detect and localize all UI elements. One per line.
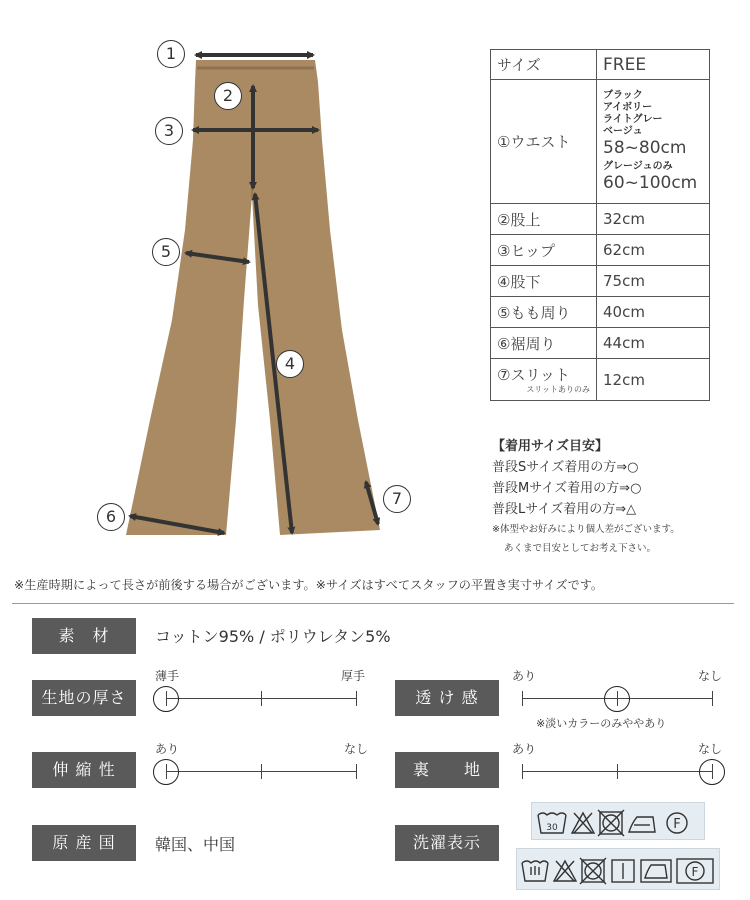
hip-value: 62cm (597, 235, 710, 266)
inseam-value: 75cm (597, 266, 710, 297)
inseam-label: ④股下 (491, 266, 597, 297)
marker-3: 3 (155, 117, 183, 145)
slit-note: スリットありのみ (526, 385, 590, 394)
origin-value: 韓国、中国 (155, 835, 236, 854)
thigh-label: ⑤もも周り (491, 297, 597, 328)
sheer-scale (522, 684, 712, 714)
hem-value: 44cm (597, 328, 710, 359)
waist-value-b: 60~100cm (603, 173, 698, 193)
stretch-scale (166, 757, 356, 787)
rise-label: ②股上 (491, 204, 597, 235)
fit-line-m: 普段Mサイズ着用の方⇒○ (492, 481, 642, 496)
lining-marker (699, 759, 725, 785)
sheer-label: 透 け 感 (395, 680, 499, 716)
thickness-label: 生地の厚さ (32, 680, 136, 716)
production-note: ※生産時期によって長さが前後する場合がございます。※サイズはすべてスタッフの平置き実寸サイズです。 (14, 578, 604, 592)
iron-low-icon (629, 817, 655, 832)
fit-guide-heading: 【着用サイズ目安】 (492, 439, 608, 454)
sheer-right: なし (698, 669, 723, 683)
sheer-note: ※淡いカラーのみややあり (536, 717, 667, 730)
marker-7: 7 (383, 485, 411, 513)
no-tumble-dry-icon (580, 858, 606, 884)
dry-clean-letter-2: F (691, 865, 699, 879)
care-symbols-row-1 (531, 802, 705, 840)
slit-label-cell (491, 359, 597, 401)
thickness-scale (166, 684, 356, 714)
waist-value-a: 58~80cm (603, 138, 687, 158)
thickness-right: 厚手 (341, 669, 366, 683)
lining-label: 裏 地 (395, 752, 499, 788)
size-value: FREE (597, 50, 710, 80)
fit-note-2: あくまで目安としてお考え下さい。 (504, 543, 657, 554)
origin-label: 原 産 国 (32, 825, 136, 861)
waist-label: ①ウエスト (491, 80, 597, 204)
waist-value-cell (597, 80, 710, 204)
waist-color: ブラック (603, 90, 643, 101)
marker-2: 2 (214, 82, 242, 110)
care-label: 洗濯表示 (395, 825, 499, 861)
hem-label: ⑥裾周り (491, 328, 597, 359)
lining-right: なし (698, 742, 723, 756)
slit-label: ⑦スリット (497, 366, 570, 384)
care-symbols-row-2 (516, 848, 720, 890)
marker-6: 6 (97, 503, 125, 531)
no-bleach-icon (554, 861, 576, 881)
marker-4: 4 (276, 350, 304, 378)
waist-color: アイボリー (603, 102, 653, 113)
fit-line-s: 普段Sサイズ着用の方⇒○ (492, 460, 639, 475)
pants-diagram (0, 0, 480, 560)
stretch-right: なし (344, 742, 369, 756)
lining-left: あり (512, 742, 537, 756)
size-label: サイズ (491, 50, 597, 80)
dry-clean-letter: F (673, 817, 681, 832)
line-dry-icon (612, 860, 634, 882)
material-label: 素 材 (32, 618, 136, 654)
fit-guide (492, 437, 742, 558)
stretch-label: 伸 縮 性 (32, 752, 136, 788)
sheer-marker (604, 686, 630, 712)
fit-note-1: ※体型やお好みにより個人差がございます。 (492, 524, 680, 535)
thickness-marker (153, 686, 179, 712)
hand-wash-icon (522, 861, 548, 881)
waist-color: ベージュ (603, 126, 643, 137)
rise-value: 32cm (597, 204, 710, 235)
sheer-left: あり (512, 669, 537, 683)
thigh-value: 40cm (597, 297, 710, 328)
pants-illustration (0, 0, 480, 560)
fit-line-l: 普段Lサイズ着用の方⇒△ (492, 502, 637, 517)
iron-low-icon (641, 860, 671, 882)
no-bleach-icon (572, 813, 594, 833)
size-table (490, 49, 710, 401)
wash-temp: 30 (546, 823, 558, 833)
no-tumble-dry-icon (598, 810, 624, 836)
marker-5: 5 (152, 238, 180, 266)
material-value: コットン95% / ポリウレタン5% (155, 627, 391, 646)
stretch-left: あり (155, 742, 180, 756)
waist-color-b: グレージュのみ (603, 161, 673, 172)
stretch-marker (153, 759, 179, 785)
thickness-left: 薄手 (155, 669, 180, 683)
divider (12, 603, 734, 604)
waist-color: ライトグレー (603, 114, 663, 125)
lining-scale (522, 757, 712, 787)
slit-value: 12cm (597, 359, 710, 401)
marker-1: 1 (157, 40, 185, 68)
hip-label: ③ヒップ (491, 235, 597, 266)
